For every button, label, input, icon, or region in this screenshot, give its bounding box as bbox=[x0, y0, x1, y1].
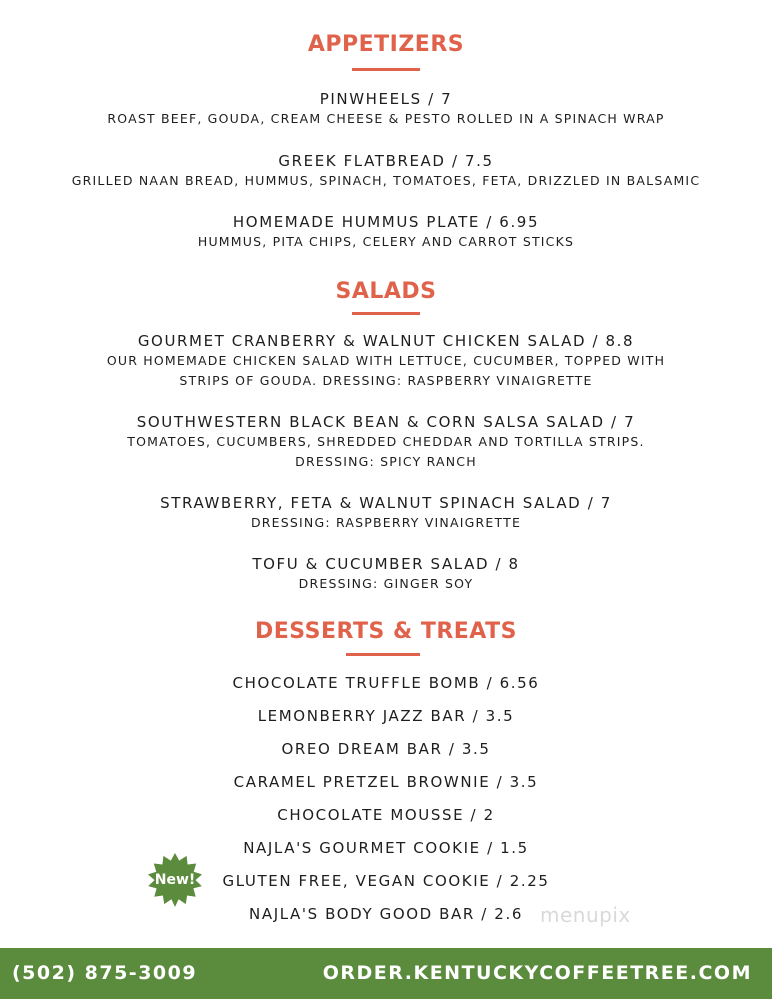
menu-item bbox=[0, 331, 772, 391]
item-description: OUR HOMEMADE CHICKEN SALAD WITH LETTUCE, CUCUMBER, TOPPED WITH bbox=[106, 353, 666, 368]
appetizers-divider bbox=[352, 68, 420, 71]
item-name: STRAWBERRY, FETA & WALNUT SPINACH SALAD / 7 bbox=[160, 494, 612, 512]
footer-bar bbox=[0, 948, 772, 999]
phone-number[interactable]: (502) 875-3009 bbox=[12, 962, 198, 984]
item-description: DRESSING: GINGER SOY bbox=[298, 576, 474, 591]
item-description: DRESSING: RASPBERRY VINAIGRETTE bbox=[250, 515, 522, 530]
item-name: GREEK FLATBREAD / 7.5 bbox=[278, 152, 494, 170]
item-description: DRESSING: SPICY RANCH bbox=[295, 454, 477, 469]
dessert-item: CARAMEL PRETZEL BROWNIE / 3.5 bbox=[233, 773, 539, 791]
dessert-item: OREO DREAM BAR / 3.5 bbox=[281, 740, 491, 758]
menu-item bbox=[0, 151, 772, 191]
salads-heading: SALADS bbox=[335, 279, 437, 304]
desserts-heading: DESSERTS & TREATS bbox=[255, 619, 517, 644]
menu-item bbox=[0, 412, 772, 472]
item-name: GOURMET CRANBERRY & WALNUT CHICKEN SALAD / 8.8 bbox=[137, 332, 635, 350]
item-name: SOUTHWESTERN BLACK BEAN & CORN SALSA SALAD / 7 bbox=[136, 413, 636, 431]
website-link[interactable]: ORDER.KENTUCKYCOFFEETREE.COM bbox=[322, 962, 752, 984]
menu-item bbox=[0, 89, 772, 129]
dessert-item: NAJLA'S GOURMET COOKIE / 1.5 bbox=[243, 839, 529, 857]
item-description: STRIPS OF GOUDA. DRESSING: RASPBERRY VINAIGRETTE bbox=[179, 373, 593, 388]
menu-item bbox=[0, 493, 772, 533]
dessert-item: LEMONBERRY JAZZ BAR / 3.5 bbox=[257, 707, 515, 725]
item-description: TOMATOES, CUCUMBERS, SHREDDED CHEDDAR AND TORTILLA STRIPS. bbox=[127, 434, 645, 449]
salads-divider bbox=[352, 312, 420, 315]
item-description: GRILLED NAAN BREAD, HUMMUS, SPINACH, TOMATOES, FETA, DRIZZLED IN BALSAMIC bbox=[71, 173, 701, 188]
dessert-item: CHOCOLATE MOUSSE / 2 bbox=[277, 806, 495, 824]
dessert-item: NAJLA'S BODY GOOD BAR / 2.6 bbox=[249, 905, 523, 923]
new-badge bbox=[144, 852, 206, 914]
dessert-item: GLUTEN FREE, VEGAN COOKIE / 2.25 bbox=[222, 872, 550, 890]
new-badge-label: New! bbox=[154, 872, 196, 888]
dessert-item: CHOCOLATE TRUFFLE BOMB / 6.56 bbox=[232, 674, 540, 692]
menu-item bbox=[0, 212, 772, 252]
menupix-watermark: menupix bbox=[540, 903, 631, 927]
item-name: HOMEMADE HUMMUS PLATE / 6.95 bbox=[232, 213, 540, 231]
item-name: TOFU & CUCUMBER SALAD / 8 bbox=[252, 555, 520, 573]
item-description: HUMMUS, PITA CHIPS, CELERY AND CARROT STICKS bbox=[197, 234, 575, 249]
item-name: PINWHEELS / 7 bbox=[319, 90, 453, 108]
menu-item bbox=[0, 554, 772, 594]
appetizers-heading: APPETIZERS bbox=[307, 32, 465, 57]
desserts-divider bbox=[346, 653, 420, 656]
item-description: ROAST BEEF, GOUDA, CREAM CHEESE & PESTO ROLLED IN A SPINACH WRAP bbox=[107, 111, 665, 126]
